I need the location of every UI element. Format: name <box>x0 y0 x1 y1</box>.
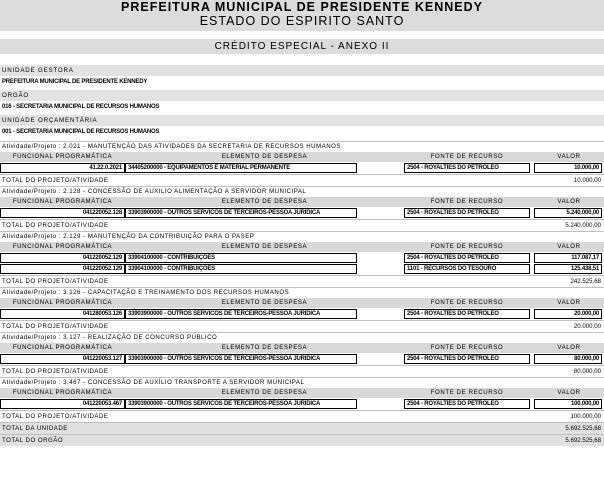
total-projeto-value: 100.000,00 <box>570 413 601 420</box>
total-projeto-label: TOTAL DO PROJETO/ATIVIDADE <box>2 278 109 285</box>
activity-title: Atividade/Projeto : 3.126 - CAPACITAÇÃO E TREINAMENTO DOS RECURSOS HUMANOS <box>0 287 604 297</box>
unidade-orcamentaria-label: UNIDADE ORÇAMENTÁRIA <box>0 115 604 126</box>
valor-cell: 100.000,00 <box>534 399 602 409</box>
column-header-row <box>0 242 604 252</box>
activity-title: Atividade/Projeto : 2.129 - MANUTENÇÃO DA CONTRIBUIÇÃO PARA O PASEP <box>0 231 604 241</box>
activity-title: Atividade/Projeto : 2.128 - CONCESSÃO DE AUXILIO ALIMENTAÇÃO A SERVIDOR MUNICIPAL <box>0 186 604 196</box>
unidade-gestora-value: PREFEITURA MUNICIPAL DE PRESIDENTE KENNEDY <box>0 77 604 88</box>
column-header-elemento: ELEMENTO DE DESPESA <box>221 153 308 160</box>
funcional-cell: 041220052.128 <box>0 208 125 218</box>
valor-cell: 10.000,00 <box>534 163 602 173</box>
valor-cell: 117.087,17 <box>534 253 602 263</box>
total-orgao-value: 5.692.525,68 <box>565 437 601 444</box>
column-header-row <box>0 343 604 353</box>
total-orgao-row <box>0 434 604 446</box>
fonte-cell: 2504 - ROYALTIES DO PETRÓLEO <box>404 309 530 319</box>
table-row <box>0 253 604 263</box>
total-projeto-row <box>0 219 604 231</box>
column-header-funcional: FUNCIONAL PROGRAMÁTICA <box>12 299 113 306</box>
funcional-cell: 41.22.0.2021 <box>0 163 125 173</box>
column-header-funcional: FUNCIONAL PROGRAMÁTICA <box>12 344 113 351</box>
total-projeto-value: 242.525,68 <box>570 278 601 285</box>
total-projeto-label: TOTAL DO PROJETO/ATIVIDADE <box>2 323 109 330</box>
report-subtitle: CRÉDITO ESPECIAL - ANEXO II <box>0 39 604 54</box>
fonte-cell: 2504 - ROYALTIES DO PETRÓLEO <box>404 399 530 409</box>
total-unidade-value: 5.692.525,68 <box>565 425 601 432</box>
column-header-elemento: ELEMENTO DE DESPESA <box>221 243 308 250</box>
total-projeto-value: 80.000,00 <box>573 368 601 375</box>
column-header-funcional: FUNCIONAL PROGRAMÁTICA <box>12 243 113 250</box>
valor-cell: 5.240.000,00 <box>534 208 602 218</box>
column-header-row <box>0 298 604 308</box>
column-header-row <box>0 388 604 398</box>
column-header-funcional: FUNCIONAL PROGRAMÁTICA <box>12 198 113 205</box>
elemento-cell: 33904100000 - CONTRIBUIÇÕES <box>125 264 357 274</box>
elemento-cell: 33903900000 - OUTROS SERVICOS DE TERCEIROS-PESSOA JURIDICA <box>125 399 357 409</box>
column-header-elemento: ELEMENTO DE DESPESA <box>221 299 308 306</box>
activity-title: Atividade/Projeto : 3.467 - CONCESSÃO DE AUXÍLIO TRANSPORTE A SERVIDOR MUNICIPAL <box>0 377 604 387</box>
column-header-valor: VALOR <box>557 198 581 205</box>
table-row <box>0 309 604 319</box>
total-orgao-label: TOTAL DO ORGÃO <box>2 437 64 444</box>
orgao-value: 016 - SECRETARIA MUNICIPAL DE RECURSOS HUMANOS <box>0 102 604 113</box>
column-header-fonte: FONTE DE RECURSO <box>430 299 504 306</box>
total-projeto-value: 5.240.000,00 <box>565 222 601 229</box>
column-header-row <box>0 152 604 162</box>
activity-title: Atividade/Projeto : 3.127 - REALIZAÇÃO DE CONCURSO PÚBLICO <box>0 332 604 342</box>
column-header-fonte: FONTE DE RECURSO <box>430 153 504 160</box>
column-header-fonte: FONTE DE RECURSO <box>430 243 504 250</box>
total-projeto-label: TOTAL DO PROJETO/ATIVIDADE <box>2 177 109 184</box>
total-projeto-row <box>0 320 604 332</box>
column-header-funcional: FUNCIONAL PROGRAMÁTICA <box>12 389 113 396</box>
funcional-cell: 041220052.129 <box>0 253 125 263</box>
report-header <box>0 0 604 31</box>
total-projeto-value: 10.000,00 <box>573 177 601 184</box>
column-header-funcional: FUNCIONAL PROGRAMÁTICA <box>12 153 113 160</box>
valor-cell: 20.000,00 <box>534 309 602 319</box>
total-projeto-row <box>0 275 604 287</box>
column-header-elemento: ELEMENTO DE DESPESA <box>221 344 308 351</box>
funcional-cell: 041220052.129 <box>0 264 125 274</box>
elemento-cell: 33903900000 - OUTROS SERVICOS DE TERCEIROS-PESSOA JURIDICA <box>125 208 357 218</box>
elemento-cell: 33904100000 - CONTRIBUIÇÕES <box>125 253 357 263</box>
table-row <box>0 399 604 409</box>
valor-cell: 125.438,51 <box>534 264 602 274</box>
fonte-cell: 2504 - ROYALTIES DO PETRÓLEO <box>404 163 530 173</box>
column-header-valor: VALOR <box>557 344 581 351</box>
fonte-cell: 1101 - RECURSOS DO TESOURO <box>404 264 530 274</box>
column-header-elemento: ELEMENTO DE DESPESA <box>221 389 308 396</box>
total-projeto-row <box>0 174 604 186</box>
table-row <box>0 163 604 173</box>
total-unidade-label: TOTAL DA UNIDADE <box>2 425 68 432</box>
total-projeto-value: 20.000,00 <box>573 323 601 330</box>
column-header-fonte: FONTE DE RECURSO <box>430 344 504 351</box>
unidade-gestora-label: UNIDADE GESTORA <box>0 65 604 76</box>
total-projeto-label: TOTAL DO PROJETO/ATIVIDADE <box>2 222 109 229</box>
total-projeto-label: TOTAL DO PROJETO/ATIVIDADE <box>2 413 109 420</box>
state-title: ESTADO DO ESPIRITO SANTO <box>199 14 405 28</box>
total-projeto-row <box>0 410 604 422</box>
column-header-valor: VALOR <box>557 389 581 396</box>
unidade-orcamentaria-value: 001 - SECRETARIA MUNICIPAL DE RECURSOS HUMANOS <box>0 127 604 138</box>
column-header-valor: VALOR <box>557 243 581 250</box>
column-header-valor: VALOR <box>557 153 581 160</box>
table-row <box>0 354 604 364</box>
valor-cell: 80.000,00 <box>534 354 602 364</box>
funcional-cell: 041280053.126 <box>0 309 125 319</box>
elemento-cell: 33903900000 - OUTROS SERVICOS DE TERCEIROS-PESSOA JURIDICA <box>125 309 357 319</box>
fonte-cell: 2504 - ROYALTIES DO PETRÓLEO <box>404 208 530 218</box>
funcional-cell: 041220053.127 <box>0 354 125 364</box>
activity-title: Atividade/Projeto : 2.021 - MANUTENÇÃO DAS ATIVIDADES DA SECRETARIA DE RECURSOS HUMANOS <box>0 141 604 151</box>
column-header-fonte: FONTE DE RECURSO <box>430 389 504 396</box>
total-projeto-row <box>0 365 604 377</box>
total-unidade-row <box>0 422 604 434</box>
orgao-label: ORGÃO <box>0 90 604 101</box>
column-header-row <box>0 197 604 207</box>
total-projeto-label: TOTAL DO PROJETO/ATIVIDADE <box>2 368 109 375</box>
municipality-title: PREFEITURA MUNICIPAL DE PRESIDENTE KENNEDY <box>121 0 483 14</box>
column-header-fonte: FONTE DE RECURSO <box>430 198 504 205</box>
column-header-valor: VALOR <box>557 299 581 306</box>
funcional-cell: 041220053.467 <box>0 399 125 409</box>
column-header-elemento: ELEMENTO DE DESPESA <box>221 198 308 205</box>
table-row <box>0 264 604 274</box>
elemento-cell: 34405200000 - EQUIPAMENTOS E MATERIAL PERMANENTE <box>125 163 357 173</box>
fonte-cell: 2504 - ROYALTIES DO PETRÓLEO <box>404 354 530 364</box>
fonte-cell: 2504 - ROYALTIES DO PETRÓLEO <box>404 253 530 263</box>
table-row <box>0 208 604 218</box>
elemento-cell: 33903900000 - OUTROS SERVICOS DE TERCEIROS-PESSOA JURIDICA <box>125 354 357 364</box>
